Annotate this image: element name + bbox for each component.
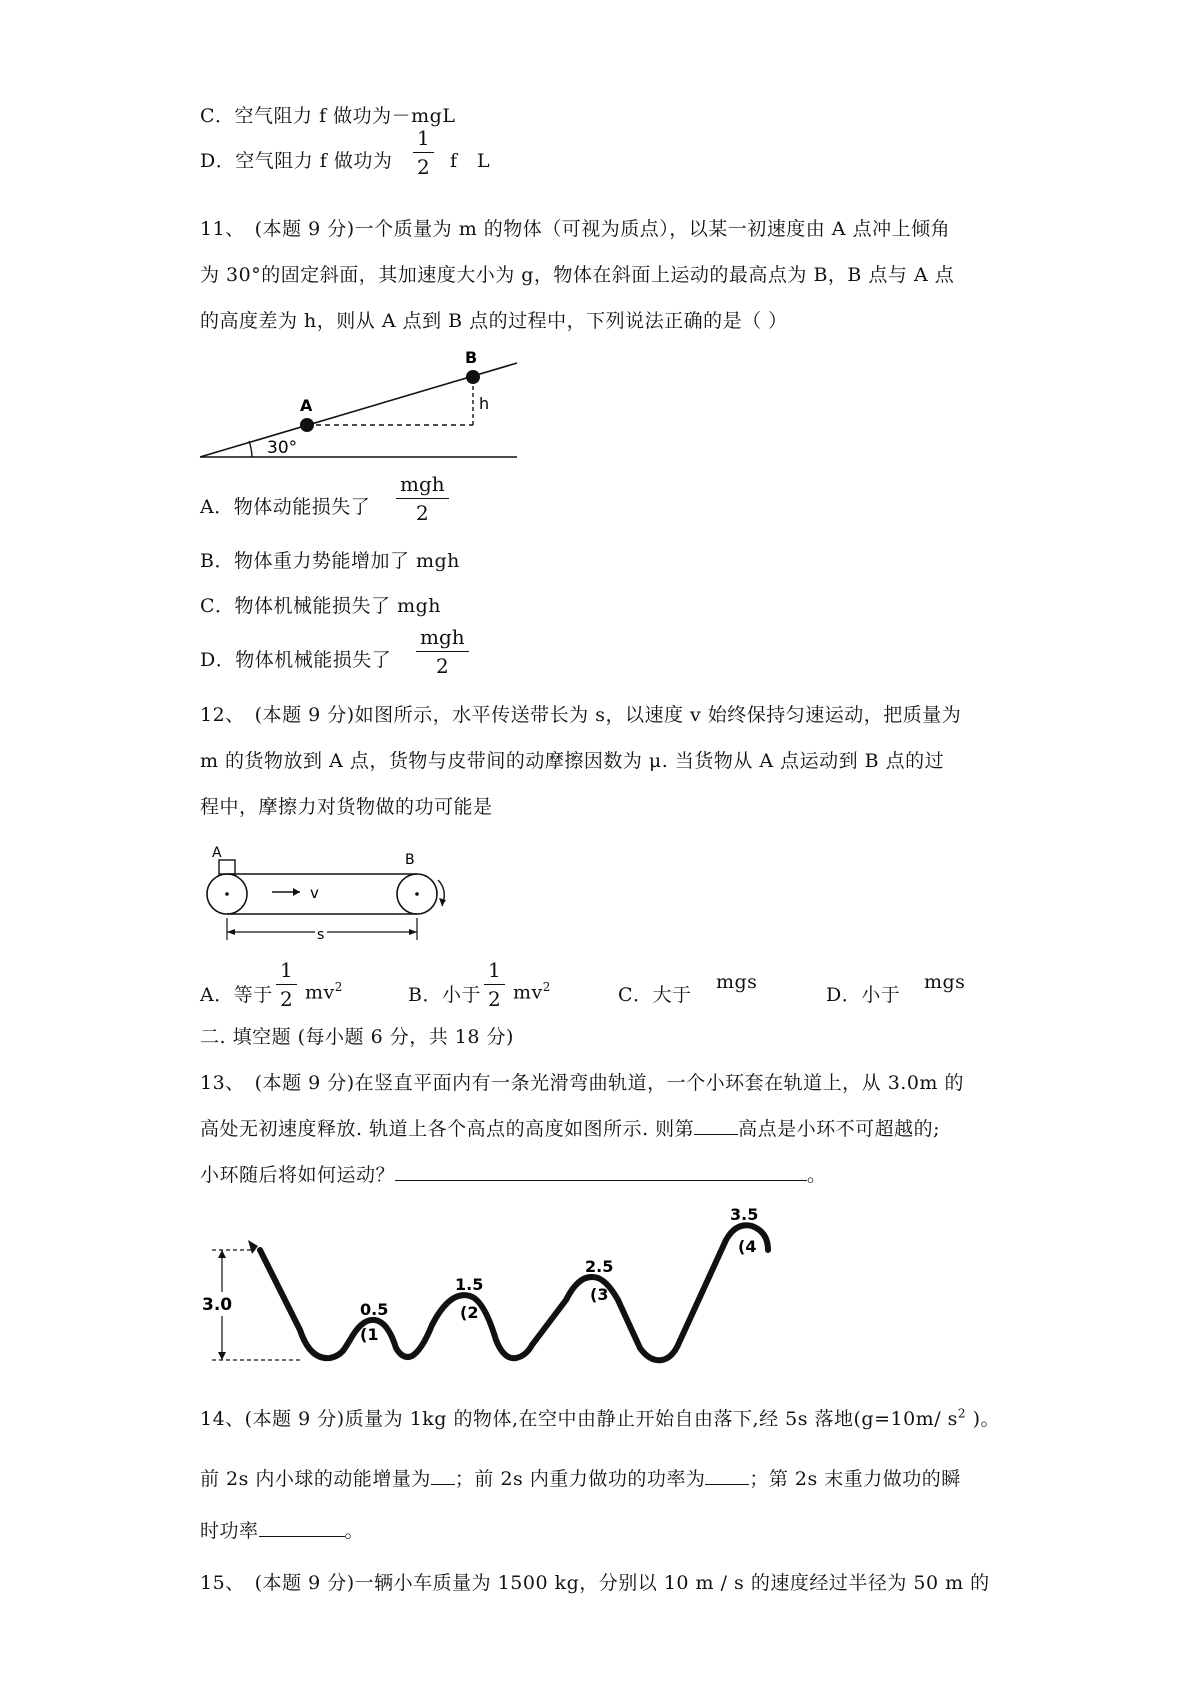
rotation-arrowhead <box>439 898 446 906</box>
q13-blank-peak[interactable] <box>694 1116 738 1135</box>
q10-option-c: C．空气阻力 f 做功为－mgL <box>200 105 456 127</box>
point-a-dot <box>300 418 314 432</box>
height-dim-bottom-arrow <box>218 1352 226 1360</box>
q13-line-1: 13、 (本题 9 分)在竖直平面内有一条光滑弯曲轨道，一个小环套在轨道上，从 3.0m 的 <box>200 1072 964 1094</box>
q10-option-d-fraction <box>413 126 434 179</box>
q14-line-1a: 14、(本题 9 分)质量为 1kg 的物体,在空中由静止开始自由落下,经 5s 落地(g=10m/ s <box>200 1408 958 1430</box>
peak-4-height: 3.5 <box>730 1205 759 1224</box>
q13-line-3b: 。 <box>807 1164 827 1186</box>
fraction-numerator: 1 <box>413 126 434 153</box>
q12-option-b-suffix <box>513 980 551 1003</box>
angle-arc <box>249 441 252 457</box>
q14-line-2a: 前 2s 内小球的动能增量为 <box>200 1468 431 1490</box>
cargo-box <box>219 860 235 874</box>
q11-option-d-fraction <box>416 625 469 678</box>
q12-line-2: m 的货物放到 A 点，货物与皮带间的动摩擦因数为 μ. 当货物从 A 点运动到 B 点的过 <box>200 750 945 772</box>
q11-option-c: C．物体机械能损失了 mgh <box>200 595 441 617</box>
q10-option-d-suffix: f L <box>450 150 491 172</box>
q10-option-d <box>200 146 392 173</box>
q12-option-a-prefix: A．等于 <box>200 984 273 1006</box>
fraction-numerator: mgh <box>416 625 469 652</box>
peak-1-height: 0.5 <box>360 1300 389 1319</box>
q13-blank-motion[interactable] <box>395 1162 807 1181</box>
q14-line-3 <box>200 1516 364 1543</box>
q13-line-3 <box>200 1160 827 1187</box>
q14-blank-average-power[interactable] <box>705 1466 749 1485</box>
q15-line-1: 15、 (本题 9 分)一辆小车质量为 1500 kg，分别以 10 m / s 的速度经过半径为 50 m 的 <box>200 1572 990 1594</box>
conveyor-figure <box>200 840 470 945</box>
fraction-numerator: 1 <box>484 958 505 985</box>
q12-option-a-suffix <box>305 980 343 1003</box>
dim-left-arrowhead <box>227 929 235 935</box>
q10-option-d-prefix: D．空气阻力 f 做功为 <box>200 150 393 172</box>
incline-figure <box>195 343 535 463</box>
track-figure <box>200 1200 790 1365</box>
label-h: h <box>479 394 490 413</box>
q13-line-2 <box>200 1114 940 1141</box>
peak-2-number: (2 <box>460 1303 479 1322</box>
q11-option-b: B．物体重力势能增加了 mgh <box>200 550 460 572</box>
peak-3-height: 2.5 <box>585 1257 614 1276</box>
label-a: A <box>212 845 222 861</box>
fraction-denominator: 2 <box>417 155 430 179</box>
release-marker <box>248 1240 258 1254</box>
fraction-denominator: 2 <box>280 987 293 1011</box>
label-s: s <box>317 927 325 943</box>
q12-option-a-fraction <box>276 958 297 1011</box>
q13-line-2a: 高处无初速度释放. 轨道上各个高点的高度如图所示. 则第 <box>200 1118 695 1140</box>
q12-line-3: 程中，摩擦力对货物做的功可能是 <box>200 796 493 818</box>
q14-line-2c: ；第 2s 末重力做功的瞬 <box>749 1468 961 1490</box>
fraction-denominator: 2 <box>415 501 429 525</box>
velocity-arrowhead <box>293 888 300 896</box>
q14-line-3b: 。 <box>344 1520 365 1542</box>
q11-line-1: 11、 (本题 9 分)一个质量为 m 的物体（可视为质点），以某一初速度由 A 点冲上倾角 <box>200 218 951 240</box>
q12-option-d-value: mgs <box>924 971 966 993</box>
track-curve <box>260 1225 768 1360</box>
q11-option-a-fraction <box>396 472 449 525</box>
q14-blank-instant-power[interactable] <box>259 1518 345 1537</box>
q12-option-b-exponent: 2 <box>542 980 551 994</box>
label-b: B <box>465 348 478 367</box>
fraction-denominator: 2 <box>488 987 501 1011</box>
section-2-heading: 二. 填空题 (每小题 6 分，共 18 分) <box>200 1026 514 1048</box>
q12-option-b-fraction <box>484 958 505 1011</box>
fraction-numerator: mgh <box>396 472 449 499</box>
q12-option-c-prefix: C．大于 <box>618 984 692 1006</box>
q14-line-3a: 时功率 <box>200 1520 259 1542</box>
fraction-numerator: 1 <box>276 958 297 985</box>
label-angle: 30° <box>267 438 298 458</box>
dim-right-arrowhead <box>409 929 417 935</box>
q14-line-1b: )。 <box>966 1408 1000 1430</box>
q13-line-2b: 高点是小环不可超越的; <box>738 1118 941 1140</box>
q12-option-a-mv: mv <box>305 981 335 1004</box>
q14-line-1-superscript: 2 <box>957 1406 967 1421</box>
q11-option-a-prefix: A．物体动能损失了 <box>200 496 371 518</box>
q14-line-1 <box>200 1404 1000 1431</box>
label-a: A <box>300 396 313 415</box>
q12-option-d-prefix: D．小于 <box>826 984 901 1006</box>
q14-line-2b: ；前 2s 内重力做功的功率为 <box>454 1468 706 1490</box>
start-height-label: 3.0 <box>202 1295 233 1315</box>
peak-2-height: 1.5 <box>455 1275 484 1294</box>
right-roller-axle <box>415 892 419 896</box>
q12-option-c-value: mgs <box>716 971 758 993</box>
q13-line-3a: 小环随后将如何运动？ <box>200 1164 396 1186</box>
q12-option-b-prefix: B．小于 <box>408 984 481 1006</box>
q11-option-d-prefix: D．物体机械能损失了 <box>200 649 392 671</box>
peak-4-number: (4 <box>738 1237 757 1256</box>
point-b-dot <box>466 370 480 384</box>
label-b: B <box>405 852 415 868</box>
q14-line-2 <box>200 1464 961 1491</box>
fraction-denominator: 2 <box>435 654 449 678</box>
q14-blank-kinetic-energy[interactable] <box>431 1466 455 1485</box>
height-dim-top-arrow <box>218 1250 226 1258</box>
peak-1-number: (1 <box>360 1325 379 1344</box>
q11-line-2: 为 30°的固定斜面，其加速度大小为 g，物体在斜面上运动的最高点为 B，B 点与 A 点 <box>200 264 955 286</box>
q12-line-1: 12、 (本题 9 分)如图所示，水平传送带长为 s，以速度 v 始终保持匀速运动，把质量为 <box>200 704 962 726</box>
q12-option-a-exponent: 2 <box>334 980 343 994</box>
left-roller-axle <box>225 892 229 896</box>
q11-line-3: 的高度差为 h，则从 A 点到 B 点的过程中，下列说法正确的是（ ） <box>200 310 788 332</box>
label-v: v <box>310 884 319 902</box>
q12-option-b-mv: mv <box>513 981 543 1004</box>
peak-3-number: (3 <box>590 1285 609 1304</box>
